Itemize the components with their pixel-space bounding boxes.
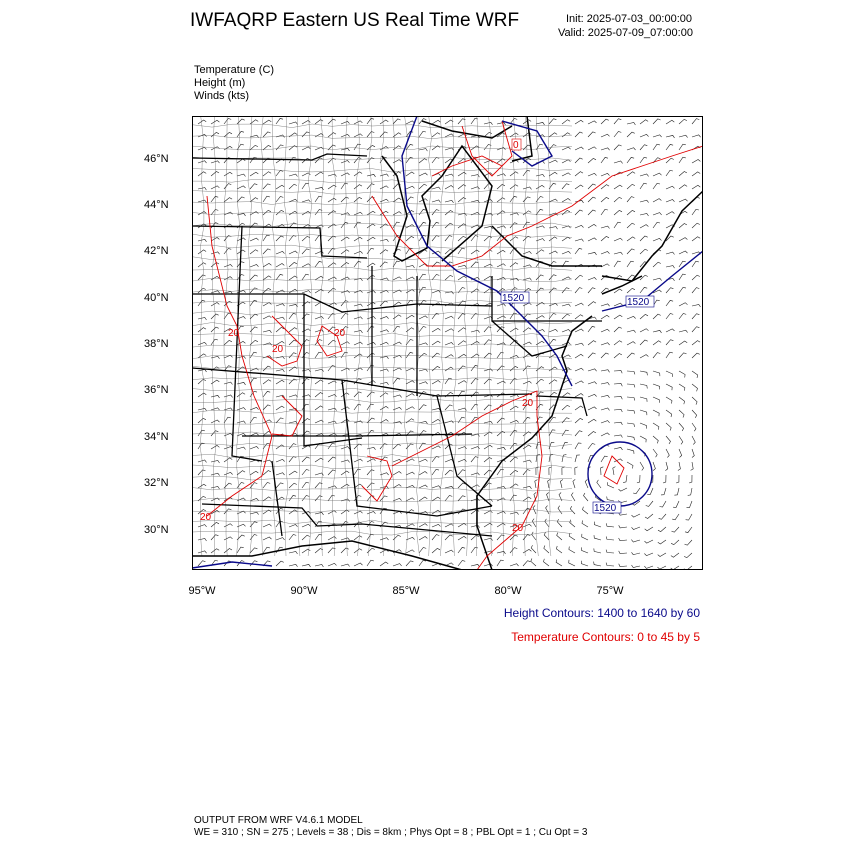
temperature-label: 20 <box>334 328 346 339</box>
lon-label: 90°W <box>290 585 318 597</box>
height-label: 1520 <box>502 293 525 304</box>
temperature-label: 0 <box>513 140 519 151</box>
temperature-label: 20 <box>512 523 524 534</box>
height-label: 1520 <box>594 503 617 514</box>
lat-label: 38°N <box>144 338 169 350</box>
temperature-label: 20 <box>272 344 284 355</box>
lat-label: 32°N <box>144 477 169 489</box>
map-plot <box>192 116 703 570</box>
lat-label: 42°N <box>144 245 169 257</box>
legend-height: Height (m) <box>194 77 246 89</box>
temperature-label: 20 <box>522 398 534 409</box>
height-contour-info: Height Contours: 1400 to 1640 by 60 <box>503 606 700 620</box>
height-label: 1520 <box>627 297 650 308</box>
legend-winds: Winds (kts) <box>194 90 249 102</box>
temperature-label: 20 <box>200 512 212 523</box>
lon-label: 95°W <box>188 585 216 597</box>
legend-temperature: Temperature (C) <box>194 64 275 76</box>
lat-label: 46°N <box>144 153 169 165</box>
map-title: IWFAQRP Eastern US Real Time WRF <box>190 10 520 31</box>
valid-time: Valid: 2025-07-09_07:00:00 <box>558 27 693 39</box>
lat-label: 44°N <box>144 199 169 211</box>
temperature-label: 20 <box>228 328 240 339</box>
lat-label: 30°N <box>144 524 169 536</box>
temperature-contour-info: Temperature Contours: 0 to 45 by 5 <box>511 630 700 644</box>
model-settings: WE = 310 ; SN = 275 ; Levels = 38 ; Dis = 8km ; Phys Opt = 8 ; PBL Opt = 1 ; Cu Opt = 3 <box>194 827 588 838</box>
lat-label: 34°N <box>144 431 169 443</box>
lon-label: 85°W <box>392 585 420 597</box>
lat-label: 40°N <box>144 292 169 304</box>
lon-label: 75°W <box>596 585 624 597</box>
lat-label: 36°N <box>144 384 169 396</box>
lon-label: 80°W <box>494 585 522 597</box>
init-time: Init: 2025-07-03_00:00:00 <box>566 13 692 25</box>
model-footer: OUTPUT FROM WRF V4.6.1 MODEL <box>194 815 363 826</box>
